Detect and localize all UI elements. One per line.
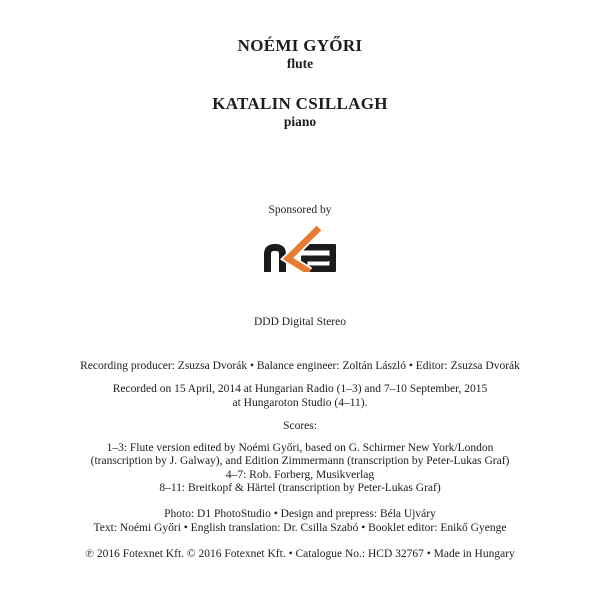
sponsored-by-label: Sponsored by: [268, 204, 332, 216]
production-credits-block: [0, 507, 600, 535]
photo-credit-line: Photo: D1 PhotoStudio • Design and prepress: Béla Ujváry: [164, 508, 436, 520]
copyright-line: ℗ 2016 Fotexnet Kft. © 2016 Fotexnet Kft. • Catalogue No.: HCD 32767 • Made in Hungary: [85, 548, 515, 560]
scores-block: [0, 442, 600, 496]
scores-line-2: (transcription by J. Galway), and Edition Zimmermann (transcription by Peter-Lukas Graf): [90, 455, 510, 468]
producer-credit-line: Recording producer: Zsuzsa Dvorák • Balance engineer: Zoltán László • Editor: Zsuzsa Dvorák: [80, 360, 520, 372]
performer-1-instrument: flute: [286, 56, 314, 71]
recording-dates-block: [0, 383, 600, 411]
text-credit-line: Text: Noémi Győri • English translation: Dr. Csilla Szabó • Booklet editor: Enikő Gyenge: [93, 522, 507, 534]
scores-line-4: 8–11: Breitkopf & Härtel (transcription by Peter-Lukas Graf): [159, 482, 441, 495]
recording-dates-line-1: Recorded on 15 April, 2014 at Hungarian Radio (1–3) and 7–10 September, 2015: [112, 383, 488, 395]
recording-dates-line-2: at Hungaroton Studio (4–11).: [232, 396, 368, 409]
performer-2-name: KATALIN CSILLAGH: [212, 93, 388, 113]
scores-heading: Scores:: [283, 420, 317, 432]
scores-line-1: 1–3: Flute version edited by Noémi Győri, based on G. Schirmer New York/London: [106, 442, 494, 454]
nka-logo-icon: [263, 226, 337, 272]
nka-letter-n: [268, 248, 283, 273]
audio-format-line: DDD Digital Stereo: [254, 316, 346, 328]
scores-line-3: 4–7: Rob. Forberg, Musikverlag: [225, 468, 375, 481]
nka-logo: [263, 226, 337, 272]
performer-2-instrument: piano: [283, 114, 317, 129]
performer-1-name: NOÉMI GYŐRI: [237, 35, 363, 55]
